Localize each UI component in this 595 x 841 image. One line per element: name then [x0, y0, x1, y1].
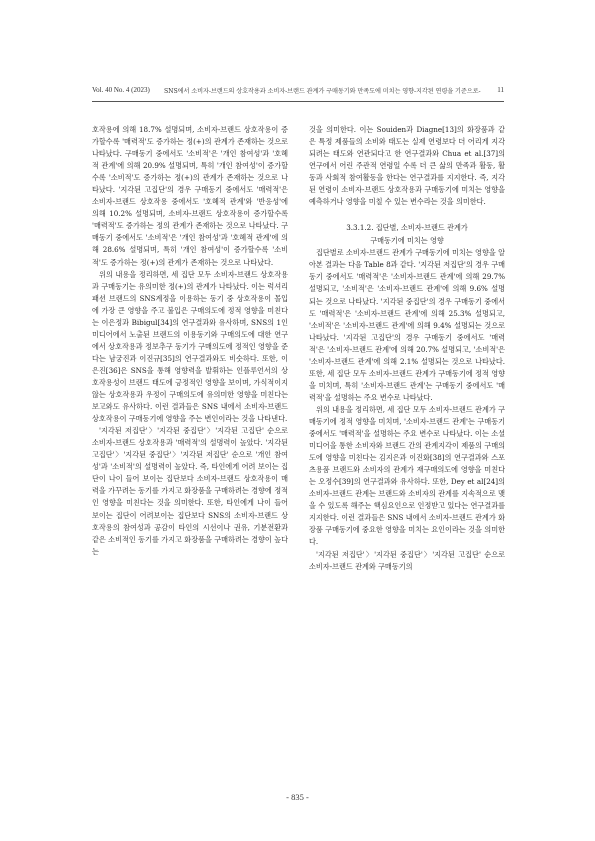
paragraph: 위의 내용을 정리하면, 세 집단 모두 소비자-브랜드 상호작용과 구매동기는 유의미한 정(+)의 관계가 나타났다. 이는 럭셔리 패션 브랜드의 SNS계정을 이용하는 동기 중 상호작용이 몰입에 가장 큰 영향을 주고 불입은 구매의도에 정적 영향을 미친다는 이은정과 Bibigul[34]의 연구결과와 유사하며, SNS의 1인 미디어에서 노출된 브랜드의 이용동기와 구매의도에 대한 연구에서 상호작용과 정보추구 동기가 구매의도에 정적인 영향을 준다는 남궁진과 이진규[35]의 연구결과와도 비슷하다. 또한, 이은진[36]은 SNS을 통해 영향력을 발휘하는 인플루언서의 상호작용성이 브랜드 태도에 긍정적인 영향을 보이며, 가식적이지 않는 상호작용과 우정이 구매의도에 유의미한 영향을 미친다는 보고와도 유사하다. 이런 결과들은 SNS 내에서 소비자-브랜드 상호작용이 구매동기에 영향을 주는 변인이라는 것을 나타낸다.: [92, 269, 288, 424]
page-footer: - 835 -: [286, 792, 309, 802]
right-column: [309, 124, 505, 573]
section-heading-line1: 3.3.1.2. 집단별, 소비자-브랜드 관계가: [346, 223, 468, 233]
running-title: SNS에서 소비자-브랜드의 상호작용과 소비자-브랜드 관계가 구매동기와 만족도에 미치는 영향-지각된 연령을 기준으로-: [164, 88, 481, 95]
journal-volume: Vol. 40 No. 4 (2023): [92, 86, 150, 94]
header-page-number: 11: [497, 86, 504, 94]
paragraph: 것을 의미한다. 이는 Souiden과 Diagne[13]의 화장품과 같은 특정 제품들의 소비와 태도는 실제 연령보다 더 어리게 지각되려는 태도와 연관되다고 한 연구결과와 Chua et al.[37]의 연구에서 어린 주관적 연령일 수록 더 큰 삶의 만족과 활동, 활동과 사회적 참여활동을 한다는 연구결과를 지지한다. 즉, 지각된 연령이 소비자-브랜드 상호작용과 구매동기에 미치는 영향을 예측하거나 영향을 미칠 수 있는 변수라는 것을 의미한다.: [309, 125, 505, 207]
paragraph: 호작용에 의해 18.7% 설명되며, 소비자-브랜드 상호작용이 증가할수록 '매력적'도 증가하는 정(+)의 관계가 존재하는 것으로 나타났다. 구매동기 중에서도 '소비적'은 '개인 참여성'과 '호혜적 관계'에 의해 20.9% 설명되며, 특히 '개인 참여성'이 증가할수록 '소비적'도 증가하는 정(+)의 관계가 존재하는 것으로 나타났다. '지각된 고집단'의 경우 구매동기 중에서도 '매력적'은 소비자-브랜드 상호작용 중에서도 '호혜적 관계'와 '반응성'에 의해 10.2% 설명되며, 소비자-브랜드 상호작용이 증가할수록 '매력적'도 증가하는 정의 관계가 존재하는 것으로 나타났다. 구매동기 중에서도 '소비적'은 '개인 참여성'과 '호혜적 관계'에 의해 28.6% 설명되며, 특히 '개인 참여성'이 증가할수록 '소비적'도 증가하는 정(+)의 관계가 존재하는 것으로 나타났다.: [92, 125, 288, 267]
paragraph: '지각된 저집단'〉'지각된 중집단'〉'지각된 고집단' 순으로 소비자-브랜드 관계와 구매동기의: [309, 549, 505, 571]
left-column: [92, 124, 288, 558]
paragraph: 집단별로 소비자-브랜드 관계가 구매동기에 미치는 영향을 알아본 결과는 다음 Table 8과 같다. '지각된 저집단'의 경우 구매동기 중에서도 '매력적'은 '소비자-브랜드 관계'에 의해 29.7% 설명되고, '소비적'은 '소비자-브랜드 관계'에 의해 9.6% 설명되는 것으로 나타났다. '지각된 중집단'의 경우 구매동기 중에서도 '매력적'은 '소비자-브랜드 관계'에 의해 25.3% 설명되고, '소비적'은 '소비자-브랜드 관계'에 의해 9.4% 설명되는 것으로 나타났다. '지각된 고집단'의 경우 구매동기 중에서도 '매력적'은 '소비자-브랜드 관계'에 의해 20.7% 설명되고, '소비적'은 '소비자-브랜드 관계'에 의해 2.1% 설명되는 것으로 나타났다. 또한, 세 집단 모두 소비자-브랜드 관계가 구매동기에 정적 영향을 미치며, 특히 '소비자-브랜드 관계'는 구매동기 중에서도 '매력적'을 설명하는 주요 변수로 나타났다.: [309, 248, 505, 402]
section-heading-line2: 구매동기에 미치는 영향: [370, 236, 444, 246]
section-heading: [309, 221, 505, 247]
paragraph: 위의 내용을 정리하면, 세 집단 모두 소비자-브랜드 관계가 구매동기에 정적 영향을 미치며, '소비자-브랜드 관계'는 구매동기 중에서도 '매력적'을 설명하는 주요 변수로 나타났다. 이는 소셜미디어을 통한 소비자와 브랜드 간의 관계지각이 제품의 구매의도에 영향을 미친다는 김지은과 이진화[38]의 연구결과와 스포츠용품 브랜드와 소비자의 관계가 재구매의도에 영향을 미친다는 오정수[39]의 연구결과와 유사하다. 또한, Dey et al[24]의 소비자-브랜드 관계는 브랜드와 소비자의 관계를 지속적으로 맺을 수 있도록 해주는 핵심요인으로 인정받고 있다는 연구결과를 지지한다. 이런 결과들은 SNS 내에서 소비자-브랜드 관계가 화장품 구매동기에 중요한 영향을 미치는 요인이라는 것을 의미한다.: [309, 404, 505, 547]
running-header: [92, 84, 504, 98]
paragraph: '지각된 저집단'〉'지각된 중집단'〉'지각된 고집단' 순으로 소비자-브랜드 상호작용과 '매력적'의 설명력이 높았다. '지각된 고집단'〉'지각된 중집단'〉'지각된 저집단' 순으로 '개인 참여성'과 '소비적'의 설명력이 높았다. 즉, 타인에게 어려 보이는 집단이 나이 들어 보이는 집단보다 소비자-브랜드 상호작용이 매력을 가꾸려는 동기를 가지고 화장품을 구매하려는 경향에 정적인 영향을 미친다는 것을 의미한다. 또한, 타인에게 나이 들어 보이는 집단이 어려보이는 집단보다 SNS의 소비자-브랜드 상호작용의 참여성과 공감이 타인의 시선이나 권유, 기분전환과 같은 소비적인 동기를 가지고 화장품을 구매하려는 경향이 높다는: [92, 426, 288, 556]
header-rule: [92, 101, 504, 102]
